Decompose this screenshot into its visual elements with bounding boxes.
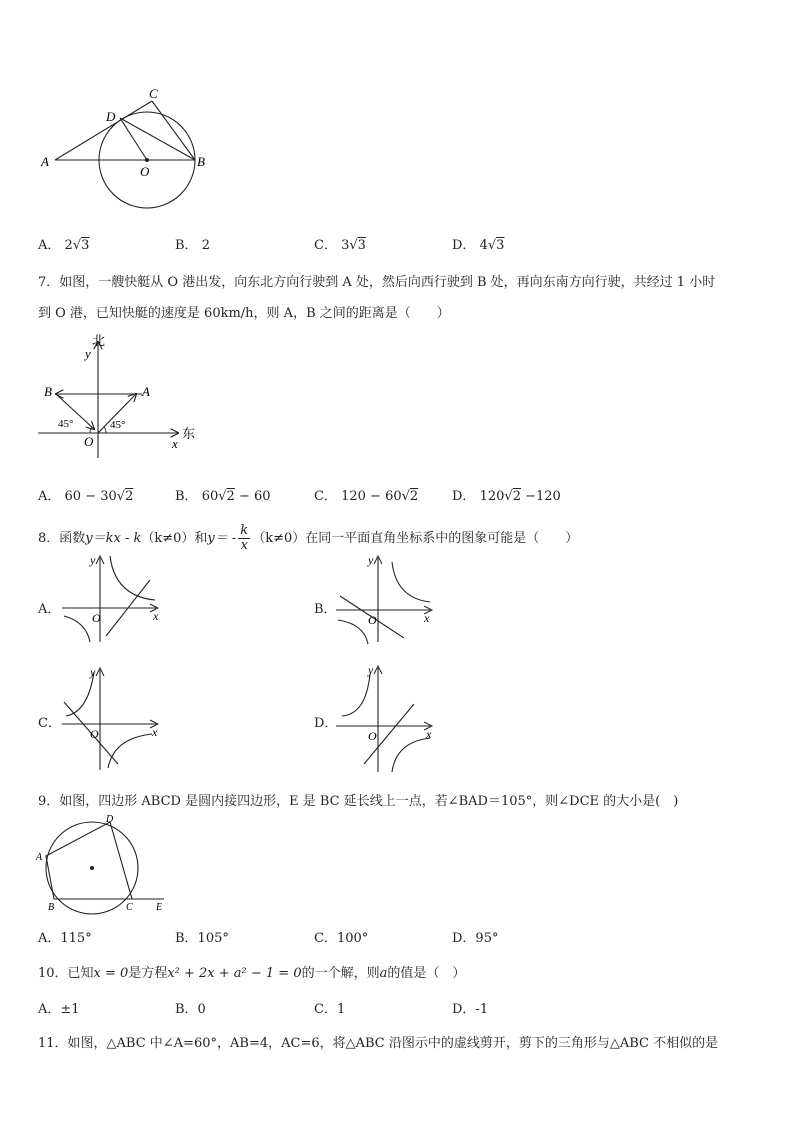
option-expr-tail: − 60 — [234, 489, 271, 504]
figure-q9-inscribed-quadrilateral — [32, 812, 172, 916]
q10-mid: 是方程 — [128, 966, 168, 981]
label-east: 东 — [182, 426, 196, 441]
q8-condition-2: （k≠0）在同一平面直角坐标系中的图象可能是（ ） — [252, 531, 579, 546]
angle-arc-right — [104, 427, 106, 433]
figure-q6-circle-tangent — [30, 80, 230, 220]
label-c: C — [149, 86, 158, 101]
q6-option-d[interactable]: D． 4√3 — [452, 238, 505, 253]
q10-suffix2: 的值是（ ） — [387, 966, 466, 981]
option-coef: 2 — [64, 238, 73, 253]
q10-suffix1: 的一个解，则 — [301, 966, 380, 981]
label-x: x — [172, 436, 178, 451]
option-letter: A． — [38, 489, 61, 504]
q9-text: 9．如图，四边形 ABCD 是圆内接四边形，E 是 BC 延长线上一点，若∠BAD＝105°，则∠DCE 的大小是( ) — [38, 794, 679, 809]
axis-x-label: x — [152, 725, 158, 739]
q8-fraction — [238, 524, 250, 553]
q10-option-c[interactable]: C．1 — [314, 1002, 346, 1017]
option-expr-tail: −120 — [520, 489, 561, 504]
q7-option-a[interactable]: A． 60 − 30√2 — [38, 489, 134, 504]
option-expr: 120 − 60 — [341, 489, 402, 504]
q6-option-c[interactable]: C． 3√3 — [314, 238, 366, 253]
q8-graph-d[interactable] — [334, 660, 449, 775]
q8-option-a-label[interactable]: A． — [38, 602, 61, 617]
option-radicand: 2 — [125, 489, 134, 504]
q8-text — [38, 524, 578, 553]
q8-function-linear: y＝kx - k — [85, 531, 142, 546]
label-a: A — [36, 852, 43, 863]
option-radicand: 3 — [81, 238, 90, 253]
q7-option-b[interactable]: B． 60√2 − 60 — [175, 489, 271, 504]
option-letter: C． — [314, 489, 337, 504]
option-radicand: 2 — [512, 489, 521, 504]
option-letter: D． — [452, 489, 476, 504]
q7-text-line1: 7．如图，一艘快艇从 O 港出发，向东北方向行驶到 A 处，然后向西行驶到 B 处，再向东南方向行驶，共经过 1 小时 — [38, 275, 716, 290]
q10-prefix: 10．已知 — [38, 966, 94, 981]
option-expr: 60 − 30 — [64, 489, 117, 504]
option-value: 2 — [201, 238, 210, 253]
option-letter: B． — [175, 489, 198, 504]
label-e: E — [156, 902, 163, 913]
q10-variable: a — [379, 966, 388, 981]
axis-y-label: y — [90, 665, 96, 679]
q10-equation: x² + 2x + a² − 1 = 0 — [167, 966, 302, 981]
option-radicand: 2 — [226, 489, 235, 504]
q9-option-b[interactable]: B．105° — [175, 931, 229, 946]
q7-option-c[interactable]: C． 120 − 60√2 — [314, 489, 419, 504]
q9-option-d[interactable]: D．95° — [452, 931, 499, 946]
label-y: y — [85, 346, 91, 361]
origin-label: O — [368, 729, 377, 743]
q8-option-b-label[interactable]: B． — [314, 602, 337, 617]
option-radicand: 2 — [409, 489, 419, 504]
line-db — [120, 118, 195, 160]
label-a: A — [142, 384, 150, 399]
q8-graph-a[interactable] — [60, 550, 175, 645]
option-radicand: 3 — [357, 238, 366, 253]
angle-arc-left — [90, 427, 92, 433]
axis-y-label: y — [368, 553, 374, 567]
q8-graph-b[interactable] — [334, 550, 449, 645]
line-cb — [152, 101, 195, 160]
fraction-denominator: x — [240, 538, 248, 553]
label-a: A — [41, 154, 49, 169]
option-expr: 60 — [201, 489, 219, 504]
label-b: B — [44, 384, 52, 399]
q8-option-d-label[interactable]: D． — [314, 716, 338, 731]
axis-y-label: y — [90, 553, 96, 567]
origin-label: O — [92, 611, 101, 625]
q9-option-a[interactable]: A．115° — [38, 931, 92, 946]
q6-option-b[interactable] — [175, 234, 210, 253]
line-ac — [55, 101, 152, 160]
label-d: D — [106, 814, 114, 825]
q7-text-line2: 到 O 港，已知快艇的速度是 60km/h，则 A，B 之间的距离是（ ） — [38, 306, 450, 321]
label-b: B — [197, 154, 205, 169]
line-do — [120, 118, 147, 160]
q9-option-c[interactable]: C．100° — [314, 931, 369, 946]
axis-x-label: x — [426, 727, 432, 741]
option-coef: 4 — [479, 238, 488, 253]
q8-condition-1: （k≠0）和 — [141, 531, 208, 546]
center-dot — [145, 158, 149, 162]
q10-text — [38, 962, 465, 981]
option-letter: A． — [38, 238, 61, 253]
option-radicand: 3 — [496, 238, 505, 253]
option-letter: B． — [175, 238, 198, 253]
q10-condition: x = 0 — [93, 966, 129, 981]
option-letter: C． — [314, 238, 337, 253]
option-letter: D． — [452, 238, 476, 253]
q7-option-d[interactable]: D． 120√2 −120 — [452, 489, 561, 504]
axis-x-label: x — [153, 609, 159, 623]
q10-option-b[interactable]: B．0 — [175, 1002, 206, 1017]
label-north: 北 — [92, 333, 106, 348]
label-c: C — [126, 902, 133, 913]
label-d: D — [106, 109, 116, 124]
fraction-numerator: k — [240, 523, 249, 538]
figure-q7-navigation — [30, 330, 210, 462]
q8-prefix: 8．函数 — [38, 531, 86, 546]
q11-text: 11．如图，△ABC 中∠A=60°，AB=4，AC=6，将△ABC 沿图示中的虚线剪开，剪下的三角形与△ABC 不相似的是 — [38, 1036, 719, 1051]
option-expr: 120 — [479, 489, 505, 504]
option-coef: 3 — [341, 238, 350, 253]
q6-option-a[interactable]: A． 2√3 — [38, 238, 90, 253]
axis-y-label: y — [368, 663, 374, 677]
q8-graph-c[interactable] — [60, 662, 175, 772]
label-angle-left: 45° — [58, 418, 74, 430]
q10-option-a[interactable]: A．±1 — [38, 1002, 80, 1017]
label-angle-right: 45° — [110, 419, 126, 431]
origin-label: O — [90, 727, 99, 741]
q8-option-c-label[interactable]: C． — [38, 716, 61, 731]
q10-option-d[interactable]: D．-1 — [452, 1002, 489, 1017]
q8-function-inverse-lhs: y＝ - — [207, 531, 237, 546]
origin-label: O — [368, 613, 377, 627]
label-b: B — [48, 902, 55, 913]
label-o: O — [140, 164, 150, 179]
label-o: O — [84, 434, 94, 449]
axis-x-label: x — [424, 611, 430, 625]
